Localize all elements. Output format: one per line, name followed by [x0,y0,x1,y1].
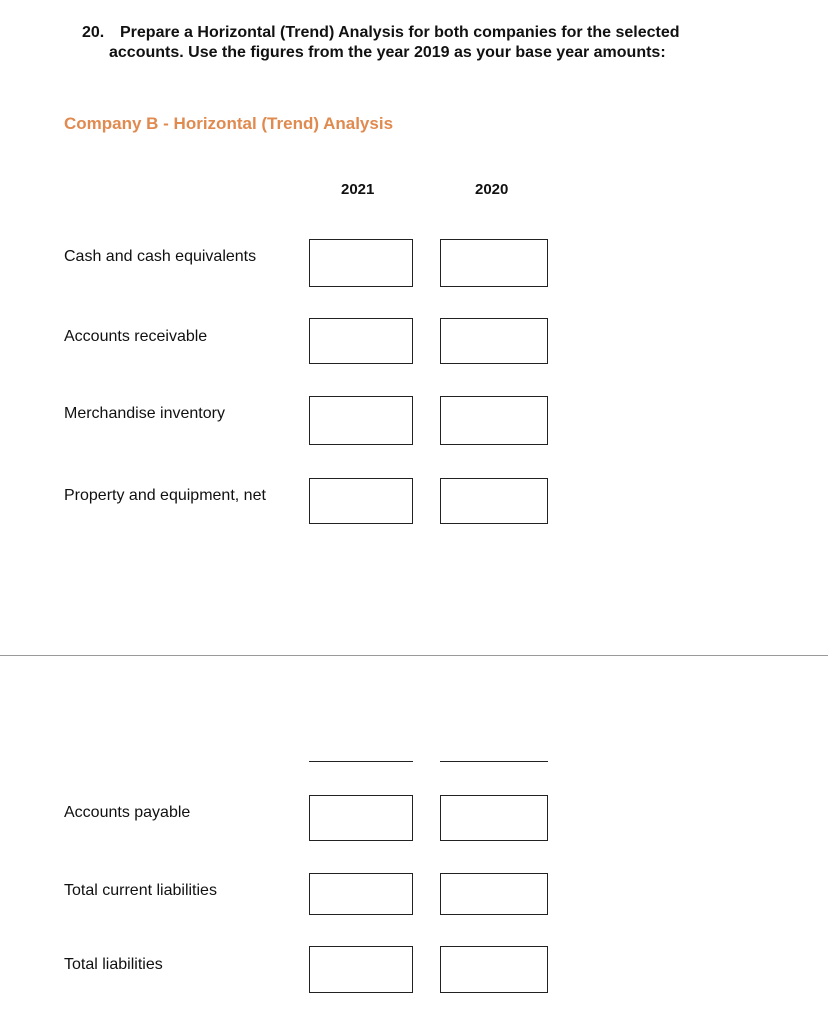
question-text-line1: Prepare a Horizontal (Trend) Analysis for both companies for the selected [120,24,680,41]
total-liabilities-2021-input[interactable] [309,946,413,993]
cash-2020-input[interactable] [440,239,548,287]
accounts-receivable-2020-input[interactable] [440,318,548,364]
total-liabilities-2020-input[interactable] [440,946,548,993]
merchandise-inventory-2020-input[interactable] [440,396,548,445]
rule-2021 [309,761,413,762]
question-number: 20. [82,24,105,41]
property-equipment-2021-input[interactable] [309,478,413,524]
row-label-accounts-payable: Accounts payable [64,804,191,821]
total-current-liabilities-2021-input[interactable] [309,873,413,915]
total-current-liabilities-2020-input[interactable] [440,873,548,915]
accounts-receivable-2021-input[interactable] [309,318,413,364]
page-divider [0,655,828,656]
accounts-payable-2020-input[interactable] [440,795,548,841]
cash-2021-input[interactable] [309,239,413,287]
row-label-property-equipment: Property and equipment, net [64,487,266,504]
question-text-line2: accounts. Use the figures from the year 2019 as your base year amounts: [109,44,666,61]
row-label-merchandise-inventory: Merchandise inventory [64,405,225,422]
rule-2020 [440,761,548,762]
merchandise-inventory-2021-input[interactable] [309,396,413,445]
row-label-total-current-liabilities: Total current liabilities [64,882,217,899]
column-header-2020: 2020 [475,181,509,198]
row-label-total-liabilities: Total liabilities [64,956,163,973]
column-header-2021: 2021 [341,181,375,198]
property-equipment-2020-input[interactable] [440,478,548,524]
row-label-accounts-receivable: Accounts receivable [64,328,208,345]
accounts-payable-2021-input[interactable] [309,795,413,841]
section-title: Company B - Horizontal (Trend) Analysis [64,114,394,133]
row-label-cash: Cash and cash equivalents [64,248,257,265]
